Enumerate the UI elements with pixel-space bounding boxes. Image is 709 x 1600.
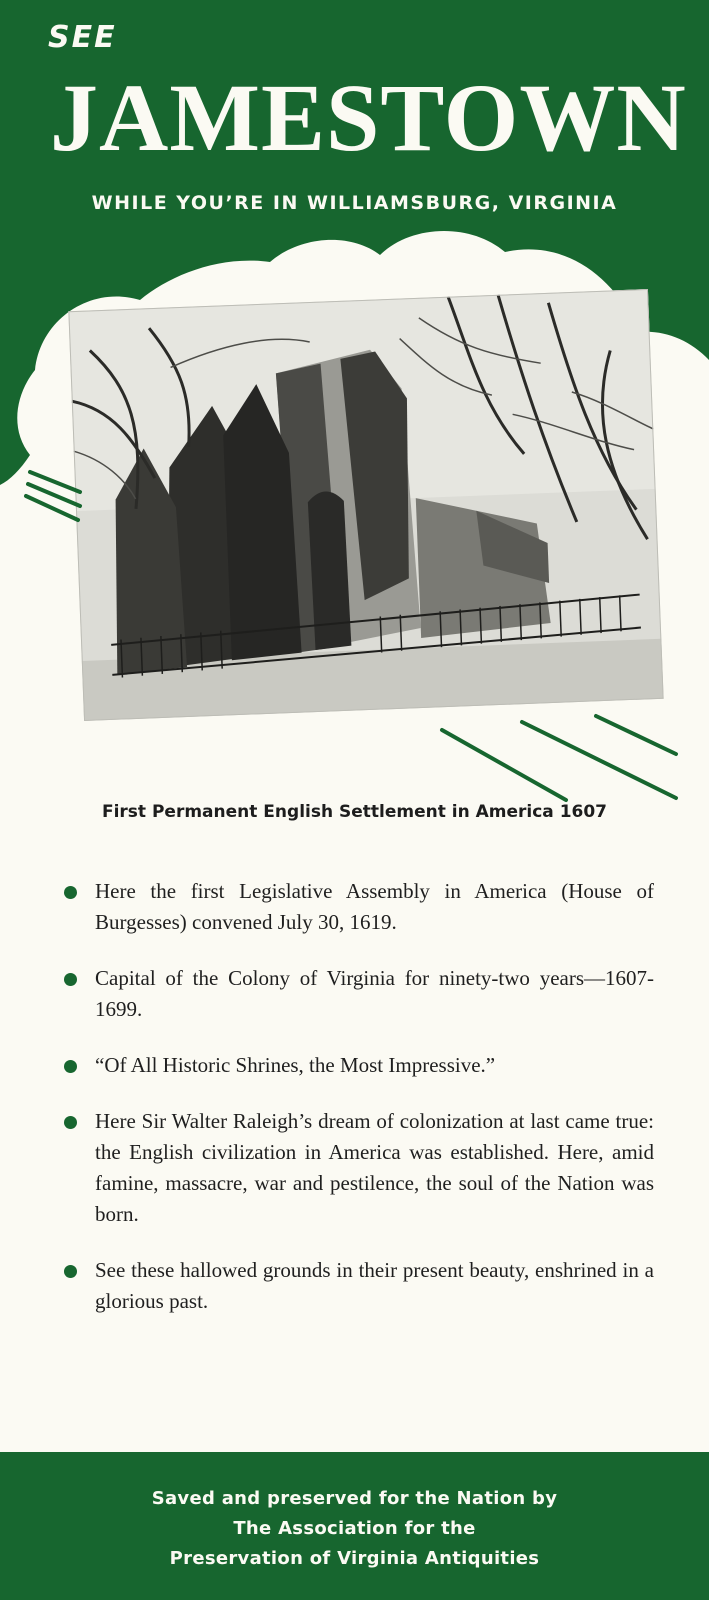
bullet-dot [64,1116,77,1129]
fact-text: Capital of the Colony of Virginia for ninety-two years—1607-1699. [95,966,654,1021]
fact-text: Here Sir Walter Raleigh’s dream of colonization at last came true: the English civilization in America was established. Here, amid famine, massacre, war and pestilence, the soul of the Nation was born. [95,1109,654,1226]
bullet-dot [64,973,77,986]
fact-text: Here the first Legislative Assembly in America (House of Burgesses) convened July 30, 1619. [95,879,654,934]
page-title: JAMESTOWN [50,64,687,171]
facts-list [64,876,654,1342]
see-label: SEE [48,20,117,55]
footer-line-2: The Association for the [233,1518,476,1539]
list-item [64,963,654,1025]
bullet-dot [64,1060,77,1073]
bullet-dot [64,1265,77,1278]
church-tower-photo [68,289,663,721]
list-item [64,1106,654,1230]
fact-text: See these hallowed grounds in their present beauty, enshrined in a glorious past. [95,1258,654,1313]
list-item [64,876,654,938]
page-subtitle: WHILE YOU’RE IN WILLIAMSBURG, VIRGINIA [91,192,618,214]
list-item [64,1050,654,1081]
footer-line-1: Saved and preserved for the Nation by [151,1488,558,1509]
footer-banner [0,1452,709,1600]
footer-line-3: Preservation of Virginia Antiquities [169,1548,540,1569]
photo-caption: First Permanent English Settlement in America 1607 [101,802,608,822]
list-item [64,1255,654,1317]
bullet-dot [64,886,77,899]
fact-text: “Of All Historic Shrines, the Most Impressive.” [95,1053,496,1077]
